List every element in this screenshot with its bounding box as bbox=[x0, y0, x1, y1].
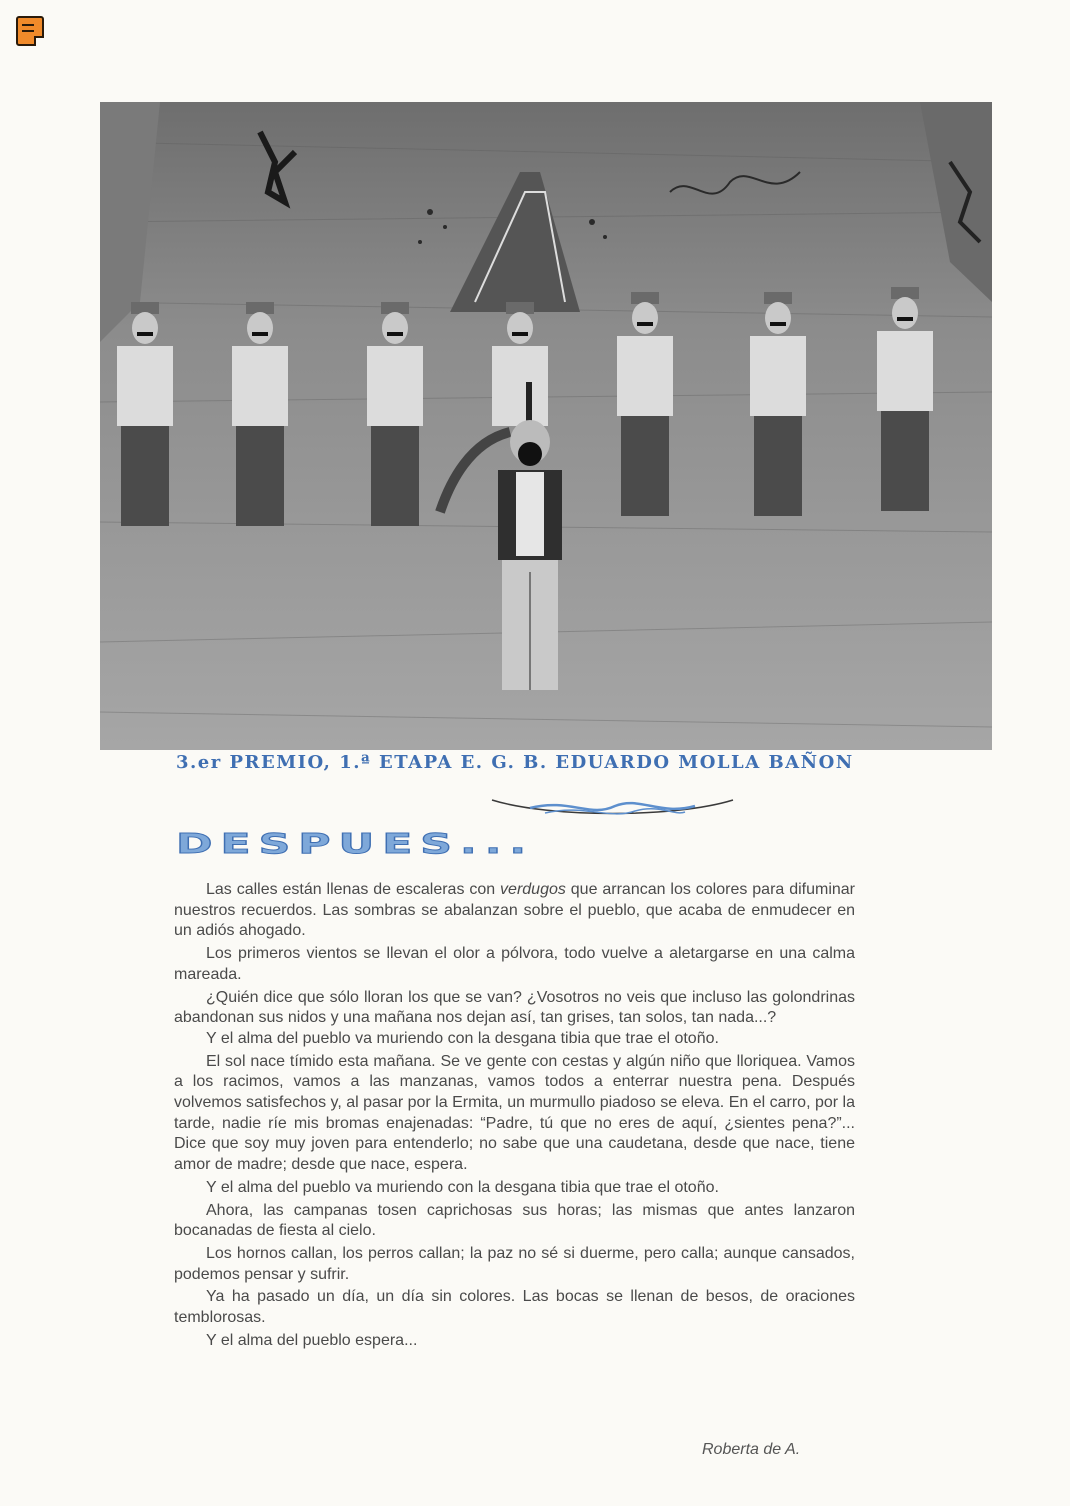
note-fold bbox=[34, 36, 44, 46]
paragraph: Los hornos callan, los perros callan; la paz no sé si duerme, pero calla; aunque cansados, podemos pensar y sufrir. bbox=[174, 1244, 855, 1283]
figure-caption: 3.er PREMIO, 1.ª ETAPA E. G. B. EDUARDO MOLLA BAÑON bbox=[176, 752, 854, 773]
note-icon[interactable] bbox=[16, 16, 44, 46]
paragraph: Y el alma del pueblo espera... bbox=[206, 1331, 418, 1349]
paragraph: Los primeros vientos se llevan el olor a pólvora, todo vuelve a aletargarse en una calma mareada. bbox=[174, 945, 855, 983]
article-body bbox=[174, 880, 855, 1353]
paragraph: El sol nace tímido esta mañana. Se ve gente con cestas y algún niño que lloriquea. Vamos a los racimos, vamos a las manzanas, vamos todos a enterrar nuestra pena. Después volvemos satisfechos y, al pasar por la Ermita, un murmullo piadoso se eleva. En el carro, por la tarde, nadie ríe mis bromas enajenadas: “Padre, tú que no eres de aquí, ¿sientes pena?”... Dice que soy muy joven para entenderlo; no sabe que una caudetana, desde que nace, tiene amor de madre; desde que nace, espera. bbox=[174, 1052, 855, 1174]
article-title: DESPUES... bbox=[176, 828, 535, 860]
paragraph: Ahora, las campanas tosen caprichosas sus horas; las mismas que antes lanzaron bocanadas de fiesta al cielo. bbox=[174, 1201, 855, 1240]
paragraph: Y el alma del pueblo va muriendo con la desgana tibia que trae el otoño. bbox=[206, 1029, 719, 1047]
paragraph: Ya ha pasado un día, un día sin colores. Las bocas se llenan de besos, de oraciones temblorosas. bbox=[174, 1288, 855, 1327]
paragraph: Las calles están llenas de escaleras con verdugos que arrancan los colores para difuminar nuestros recuerdos. Las sombras se abalanzan sobre el pueblo, que acaba de enmudecer en un adiós ahogado. bbox=[174, 881, 855, 940]
paragraph: Y el alma del pueblo va muriendo con la desgana tibia que trae el otoño. bbox=[206, 1178, 719, 1196]
author-signature: Roberta de A. bbox=[702, 1441, 801, 1458]
paragraph: ¿Quién dice que sólo lloran los que se van? ¿Vosotros no veis que incluso las golondrinas abandonan sus nidos y una mañana nos dejan así, tan grises, tan solos, tan nada...? bbox=[174, 988, 855, 1027]
crayon-drawing bbox=[100, 102, 992, 750]
wave-divider bbox=[490, 792, 735, 826]
